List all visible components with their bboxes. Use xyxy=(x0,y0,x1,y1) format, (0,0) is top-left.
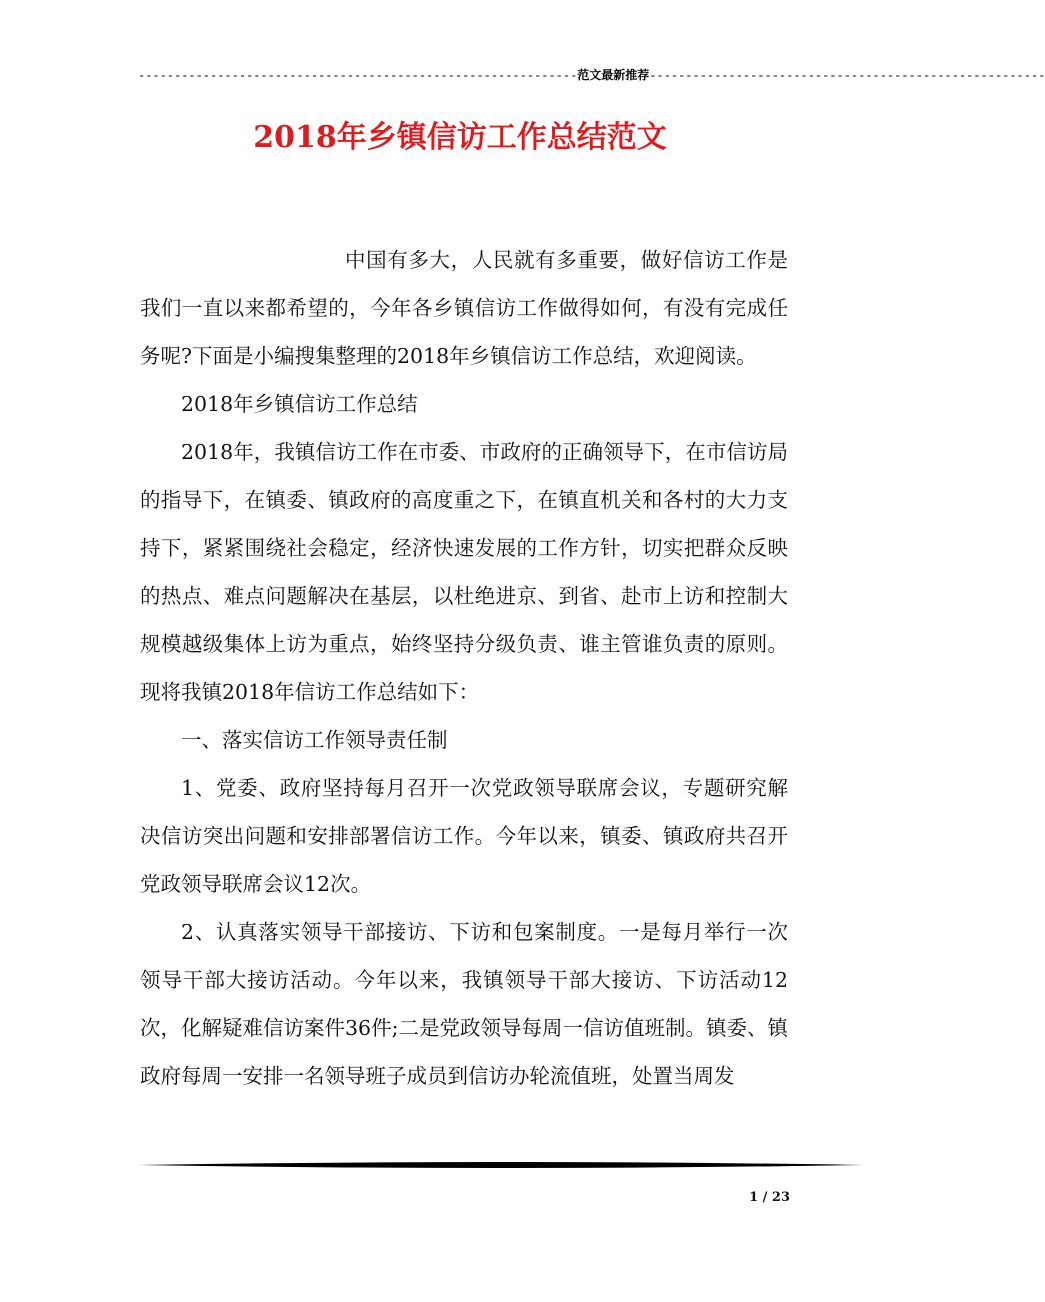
section-heading: 2018年乡镇信访工作总结 xyxy=(181,392,418,416)
body-paragraph: 2018年，我镇信访工作在市委、市政府的正确领导下，在市信访局的指导下，在镇委、镇政府的高度重之下，在镇直机关和各村的大力支持下，紧紧围绕社会稳定，经济快速发展的工作方针，切实把群众反映的热点、难点问题解决在基层，以杜绝进京、到省、赴市上访和控制大规模越级集体上访为重点，始终坚持分级负责、谁主管谁负责的原则。现将我镇2018年信访工作总结如下： xyxy=(140,440,788,704)
body-paragraph: 2、认真落实领导干部接访、下访和包案制度。一是每月举行一次领导干部大接访活动。今年以来，我镇领导干部大接访、下访活动12次，化解疑难信访案件36件;二是党政领导每周一信访值班制。镇委、镇政府每周一安排一名领导班子成员到信访办轮流值班，处置当周发 xyxy=(140,920,788,1088)
document-title: 2018年乡镇信访工作总结范文 xyxy=(253,120,667,155)
page-header xyxy=(138,66,1045,85)
subsection-heading: 一、落实信访工作领导责任制 xyxy=(181,728,448,752)
header-label: 范文最新推荐 xyxy=(577,68,650,82)
document-body xyxy=(140,236,788,1100)
page-number: 1 / 23 xyxy=(749,1190,790,1205)
intro-paragraph: 中国有多大，人民就有多重要，做好信访工作是我们一直以来都希望的，今年各乡镇信访工作做得如何，有没有完成任务呢?下面是小编搜集整理的2018年乡镇信访工作总结，欢迎阅读。 xyxy=(140,248,788,368)
header-right-dashes: ------------------------------------------------------- xyxy=(649,69,1045,83)
footer-divider xyxy=(138,1160,864,1170)
header-left-dashes: ------------------------------------------------------------- xyxy=(138,69,578,83)
body-paragraph: 1、党委、政府坚持每月召开一次党政领导联席会议，专题研究解决信访突出问题和安排部署信访工作。今年以来，镇委、镇政府共召开党政领导联席会议12次。 xyxy=(140,776,788,896)
